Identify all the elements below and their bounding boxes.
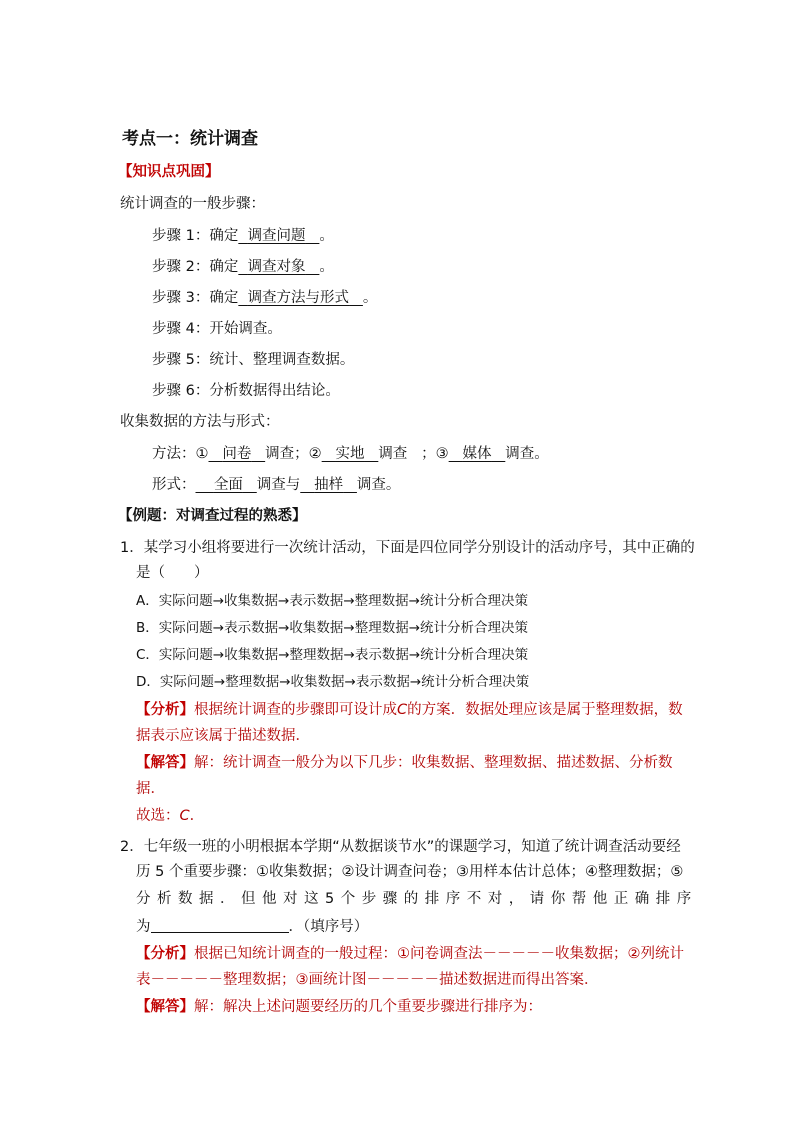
q1-answer: 【解答】解：统计调查一般分为以下几步：收集数据、整理数据、描述数据、分析数 (136, 755, 673, 771)
q1-choice: 故选：C． (136, 808, 205, 824)
q1-option-a: A．实际问题→收集数据→表示数据→整理数据→统计分析合理决策 (136, 593, 528, 609)
q2-stem-line3: 分析数据．但他对这5个步骤的排序不对，请你帮他正确排序 (136, 891, 698, 907)
q1-answer-line2: 据． (136, 781, 165, 797)
q2-stem-line2: 历 5 个重要步骤：①收集数据；②设计调查问卷；③用样本估计总体；④整理数据；⑤ (136, 864, 684, 880)
method-3-answer: 媒体 (462, 446, 492, 462)
q1-option-b: B．实际问题→表示数据→收集数据→整理数据→统计分析合理决策 (136, 620, 529, 636)
q1-analysis-line2: 据表示应该属于描述数据． (136, 728, 310, 744)
q1-option-c: C．实际问题→收集数据→整理数据→表示数据→统计分析合理决策 (136, 647, 529, 663)
method-2-answer: 实地 (335, 446, 365, 462)
steps-intro: 统计调查的一般步骤： (120, 196, 265, 212)
knowledge-tag: 【知识点巩固】 (118, 164, 220, 180)
step-3: 步骤 3：确定 调查方法与形式 。 (152, 290, 378, 306)
collect-intro: 收集数据的方法与形式： (120, 414, 280, 430)
q1-option-d: D．实际问题→整理数据→收集数据→表示数据→统计分析合理决策 (136, 674, 530, 690)
form-1-answer: 全面 (213, 477, 243, 493)
q2-stem-line1: 2．七年级一班的小明根据本学期“从数据谈节水”的课题学习，知道了统计调查活动要经 (120, 839, 681, 855)
step-5: 步骤 5：统计、整理调查数据。 (152, 352, 355, 368)
step-6: 步骤 6：分析数据得出结论。 (152, 383, 340, 399)
methods-line: 方法：① 问卷 调查；② 实地 调查 ；③ 媒体 调查。 (152, 446, 549, 462)
q1-stem-line2: 是（ ） (136, 565, 209, 581)
step-4: 步骤 4：开始调查。 (152, 321, 282, 337)
form-2-answer: 抽样 (314, 477, 344, 493)
q2-answer-blank (151, 916, 289, 933)
forms-line: 形式： 全面 调查与 抽样 调查。 (152, 477, 401, 493)
step-1-answer: 调查问题 (247, 228, 306, 244)
step-1: 步骤 1：确定 调查问题 。 (152, 228, 334, 244)
q2-answer: 【解答】解：解决上述问题要经历的几个重要步骤进行排序为： (136, 999, 542, 1015)
step-2: 步骤 2：确定 调查对象 。 (152, 259, 334, 275)
step-2-answer: 调查对象 (247, 259, 306, 275)
section-heading: 考点一：统计调查 (122, 129, 258, 149)
example-tag: 【例题：对调查过程的熟悉】 (118, 508, 307, 524)
step-3-answer: 调查方法与形式 (247, 290, 350, 306)
q1-stem-line1: 1．某学习小组将要进行一次统计活动，下面是四位同学分别设计的活动序号，其中正确的 (120, 540, 695, 556)
q2-analysis-line2: 表－－－－－整理数据；③画统计图－－－－－描述数据进而得出答案． (136, 972, 599, 988)
q1-analysis: 【分析】根据统计调查的步骤即可设计成C的方案．数据处理应该是属于整理数据，数 (136, 702, 683, 718)
q2-analysis: 【分析】根据已知统计调查的一般过程：①问卷调查法－－－－－收集数据；②列统计 (136, 946, 684, 962)
q2-stem-line4: 为 ．（填序号） (136, 916, 368, 937)
method-1-answer: 问卷 (222, 446, 252, 462)
